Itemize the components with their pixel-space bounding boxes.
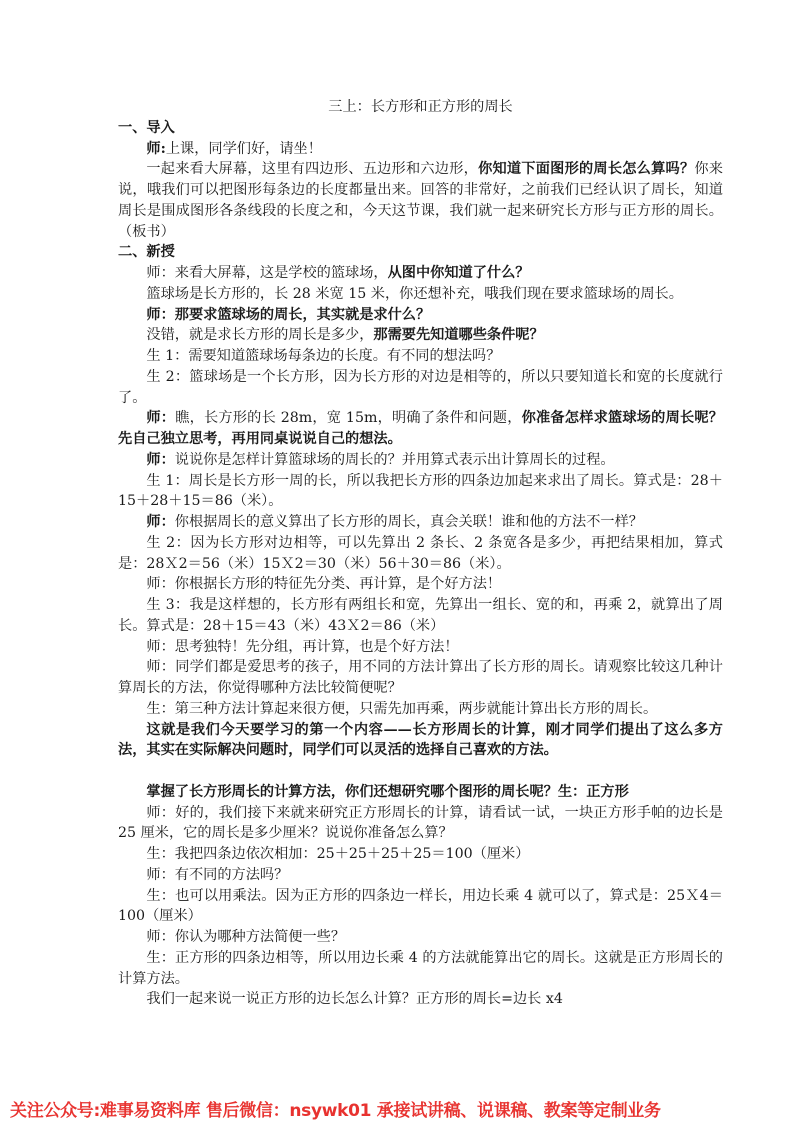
- paragraph: [118, 450, 723, 471]
- text: 瞧，长方形的长 28m，宽 15m，明确了条件和问题，: [175, 410, 522, 427]
- paragraph: [118, 637, 723, 658]
- paragraph: [118, 803, 723, 845]
- paragraph: [118, 989, 723, 1010]
- text: 生：第三种方法计算起来很方便，只需先加再乘，两步就能计算出长方形的周长。: [146, 700, 658, 717]
- text: 篮球场是长方形的，长 28 米宽 15 米，你还想补充，哦我们现在要求篮球场的周长。: [146, 285, 683, 302]
- paragraph: [118, 139, 723, 160]
- text: 师：有不同的方法吗？: [146, 866, 289, 883]
- paragraph: [118, 595, 723, 637]
- text: 上课，同学们好，请坐！: [165, 140, 322, 157]
- text: 说说你是怎样计算篮球场的周长的？并用算式表示出计算周长的过程。: [174, 451, 615, 468]
- paragraph: [118, 782, 723, 803]
- paragraph: [118, 657, 723, 699]
- bold-text: 从图中你知道了什么？: [387, 265, 530, 281]
- paragraph: [118, 948, 723, 990]
- text: 生 2：因为长方形对边相等，可以先算出 2 条长、2 条宽各是多少，再把结果相加，算式是：28Ｘ2＝56（米）15Ｘ2＝30（米）56＋30＝86（米）。: [118, 534, 723, 572]
- bold-text: 师：: [146, 410, 176, 427]
- text: 生 1：周长是长方形一周的长，所以我把长方形的四条边加起来求出了周长。算式是：28＋15＋28＋15＝86（米）。: [118, 472, 723, 510]
- text: 生：也可以用乘法。因为正方形的四条边一样长，用边长乘 4 就可以了，算式是：25Ｘ4＝100（厘米）: [118, 887, 723, 925]
- document-title: [118, 97, 723, 118]
- footer-ad-banner: 关注公众号:难事易资料库 售后微信：nsywk01 承接试讲稿、说课稿、教案等定制业务: [10, 1101, 661, 1121]
- paragraph: [118, 305, 723, 326]
- paragraph: [118, 263, 723, 284]
- text: 没错，就是求长方形的周长是多少，: [146, 327, 374, 344]
- paragraph: [118, 284, 723, 305]
- paragraph: [118, 574, 723, 595]
- text: 生：正方形的四条边相等，所以用边长乘 4 的方法就能算出它的周长。这就是正方形周长的计算方法。: [118, 949, 723, 987]
- paragraph: [118, 346, 723, 367]
- bold-text: 一、导入: [118, 119, 175, 136]
- text: 师：你根据长方形的特征先分类、再计算，是个好方法！: [146, 576, 502, 593]
- bold-text: 师：那要求篮球场的周长，其实就是求什么？: [146, 306, 431, 323]
- text: 生 2：篮球场是一个长方形，因为长方形的对边是相等的，所以只要知道长和宽的长度就行了。: [118, 368, 723, 406]
- blank-line: [118, 761, 723, 782]
- paragraph: [118, 927, 723, 948]
- text: 生：我把四条边依次相加：25＋25＋25＋25＝100（厘米）: [146, 846, 530, 862]
- paragraph: [118, 844, 723, 865]
- paragraph: [118, 471, 723, 513]
- paragraph: [118, 720, 723, 762]
- bold-text: 师:: [146, 140, 166, 157]
- paragraph: [118, 533, 723, 575]
- paragraph: [118, 159, 723, 242]
- bold-text: 师：: [146, 451, 175, 468]
- paragraph: [118, 408, 723, 450]
- text: 生 3：我是这样想的，长方形有两组长和宽，先算出一组长、宽的和，再乘 2，就算出了周长。算式是：28＋15＝43（米）43Ｘ2＝86（米）: [118, 597, 723, 634]
- bold-text: 你知道下面图形的周长怎么算吗？: [478, 161, 695, 178]
- bold-text: 这就是我们今天要学习的第一个内容——长方形周长的计算，刚才同学们提出了这么多方法，其实在实际解决问题时，同学们可以灵活的选择自己喜欢的方法。: [118, 721, 723, 759]
- section-heading: [118, 242, 723, 263]
- text: 师：思考独特！先分组，再计算，也是个好方法！: [146, 638, 459, 655]
- paragraph: [118, 512, 723, 533]
- bold-text: 二、新授: [118, 244, 175, 261]
- text: 你根据周长的意义算出了长方形的周长，真会关联！谁和他的方法不一样？: [174, 514, 643, 530]
- bold-text: 掌握了长方形周长的计算方法，你们还想研究哪个图形的周长呢？生：正方形: [146, 783, 629, 800]
- text: 师：同学们都是爱思考的孩子，用不同的方法计算出了长方形的周长。请观察比较这几种计算周长的方法，你觉得哪种方法比较简便呢？: [118, 659, 723, 696]
- section-heading: [118, 118, 723, 139]
- paragraph: [118, 699, 723, 720]
- bold-text: 你准备怎样求篮球场的周长呢？先自己独立思考，再用同桌说说自己的想法。: [118, 410, 723, 447]
- text: 师：来看大屏幕，这是学校的篮球场，: [146, 265, 388, 281]
- paragraph: [118, 886, 723, 928]
- bold-text: 师：: [146, 514, 175, 530]
- text: 生 1：需要知道篮球场每条边的长度。有不同的想法吗？: [146, 348, 501, 364]
- text: 一起来看大屏幕，这里有四边形、五边形和六边形，: [146, 161, 479, 178]
- text: 师：你认为哪种方法简便一些？: [146, 929, 346, 945]
- bold-text: 那需要先知道哪些条件呢？: [373, 327, 544, 344]
- text: 我们一起来说一说正方形的边长怎么计算？正方形的周长=边长 x4: [146, 991, 563, 1008]
- text: 你来说，哦我们可以把图形每条边的长度都量出来。回答的非常好，之前我们已经认识了周长，知道周长是围成图形各条线段的长度之和，今天这节课，我们就一起来研究长方形与正方形的周长。（板书）: [118, 161, 723, 240]
- lesson-document: [118, 97, 723, 1010]
- text: 三上：长方形和正方形的周长: [328, 99, 513, 115]
- text: 师：好的，我们接下来就来研究正方形周长的计算，请看试一试，一块正方形手帕的边长是 25 厘米，它的周长是多少厘米？说说你准备怎么算？: [118, 804, 723, 842]
- paragraph: [118, 865, 723, 886]
- paragraph: [118, 325, 723, 346]
- paragraph: [118, 367, 723, 409]
